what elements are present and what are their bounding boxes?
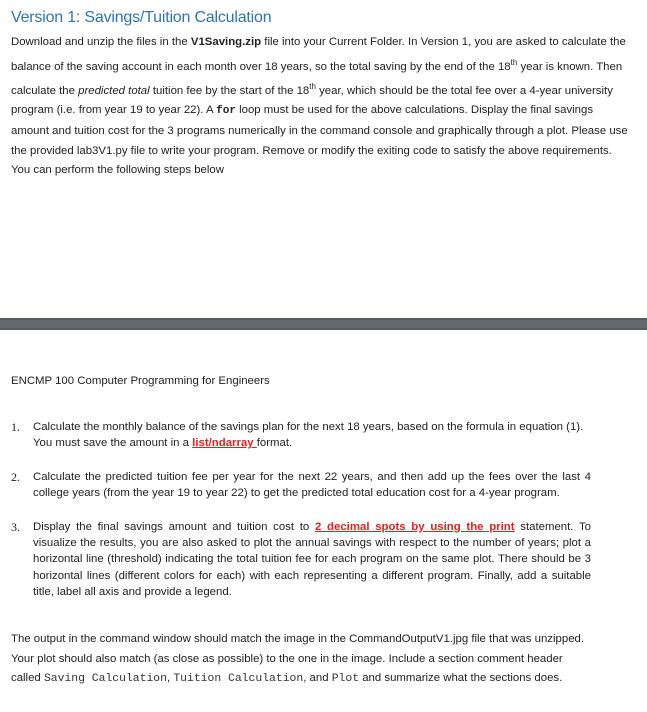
- code-saving-calculation: Saving Calculation: [43, 673, 167, 686]
- step-text-end: statement. To visualize the results, you are also asked to plot the annual savings with respect to the number of years; plot a horizontal line (threshold) indicating the total tuition fee for each program on the same plot. There should be 3 horizontal lines (different colors for each) with each representing a different program. Finally, add a suitable title, label all axis and provide a legend.: [33, 520, 591, 599]
- code-tuition-calculation: Tuition Calculation: [173, 673, 304, 686]
- section-title: Version 1: Savings/Tuition Calculation: [11, 9, 272, 26]
- page-top: [0, 0, 647, 318]
- step-text: Calculate the predicted tuition fee per year for the next 22 years, and then add up the fees over the last 4 college years (from the year 19 to year 22) to get the predicted total education cost for a 4-year program.: [33, 470, 591, 500]
- highlight-text: 2 decimal spots by using the print: [315, 520, 515, 533]
- intro-text-2: file into your Current Folder. In Version 1, you are asked to calculate the balance of the saving account in each month over 18 years, so the total saving by the end of the 18: [11, 36, 626, 73]
- step-text: Calculate the monthly balance of the savings plan for the next 18 years, based on the formula in equation (1). You must save the amount in a: [33, 421, 584, 450]
- intro-paragraph: [11, 33, 631, 181]
- outro-separator-1: ,: [166, 672, 174, 685]
- intro-text-1: Download and unzip the files in the: [11, 36, 191, 48]
- page-bottom: [0, 330, 647, 712]
- course-header: ENCMP 100 Computer Programming for Engineers: [11, 375, 270, 387]
- ordinal-suffix-1: th: [510, 57, 518, 67]
- list-item: [11, 469, 591, 502]
- intro-text-5: year, which should be the total fee over a 4-year university program (i.e. from year 19 to year 22). A: [11, 84, 613, 117]
- outro-paragraph: [11, 630, 591, 690]
- highlight-text: list/ndarray: [192, 437, 257, 450]
- step-number: 3.: [11, 519, 20, 534]
- outro-text-2: and summarize what the sections does.: [359, 672, 563, 685]
- step-number: 1.: [11, 420, 20, 434]
- page-break-divider: [0, 318, 647, 330]
- intro-text-3: year is known. Then calculate the: [11, 60, 623, 97]
- steps-list: [11, 419, 591, 601]
- outro-separator-2: , and: [303, 672, 332, 685]
- outro-text-1: The output in the command window should match the image in the CommandOutputV1.jpg file that was unzipped. Your plot should also match (as close as possible) to the one in the image. Include a section comment header called: [11, 633, 585, 685]
- code-plot: Plot: [331, 673, 360, 686]
- ordinal-suffix-2: th: [309, 81, 316, 91]
- list-item: [11, 419, 591, 452]
- code-for-keyword: for: [216, 105, 236, 118]
- intro-text-6: loop must be used for the above calculations. Display the final savings amount and tuition cost for the 3 programs numerically in the command console and graphically through a plot. Please use the provided lab3V1.py file to write your program. Remove or modify the exiting code to satisfy the above requirements. You can perform the following steps below: [11, 104, 628, 177]
- step-number: 2.: [11, 469, 20, 484]
- emphasis-predicted-total: predicted total: [78, 84, 150, 97]
- intro-text-4: tuition fee by the start of the 18: [149, 84, 310, 97]
- step-text: Display the final savings amount and tuition cost to: [33, 520, 315, 533]
- zip-filename: V1Saving.zip: [190, 36, 262, 48]
- list-item: [11, 519, 591, 601]
- step-text-end: format.: [256, 437, 293, 450]
